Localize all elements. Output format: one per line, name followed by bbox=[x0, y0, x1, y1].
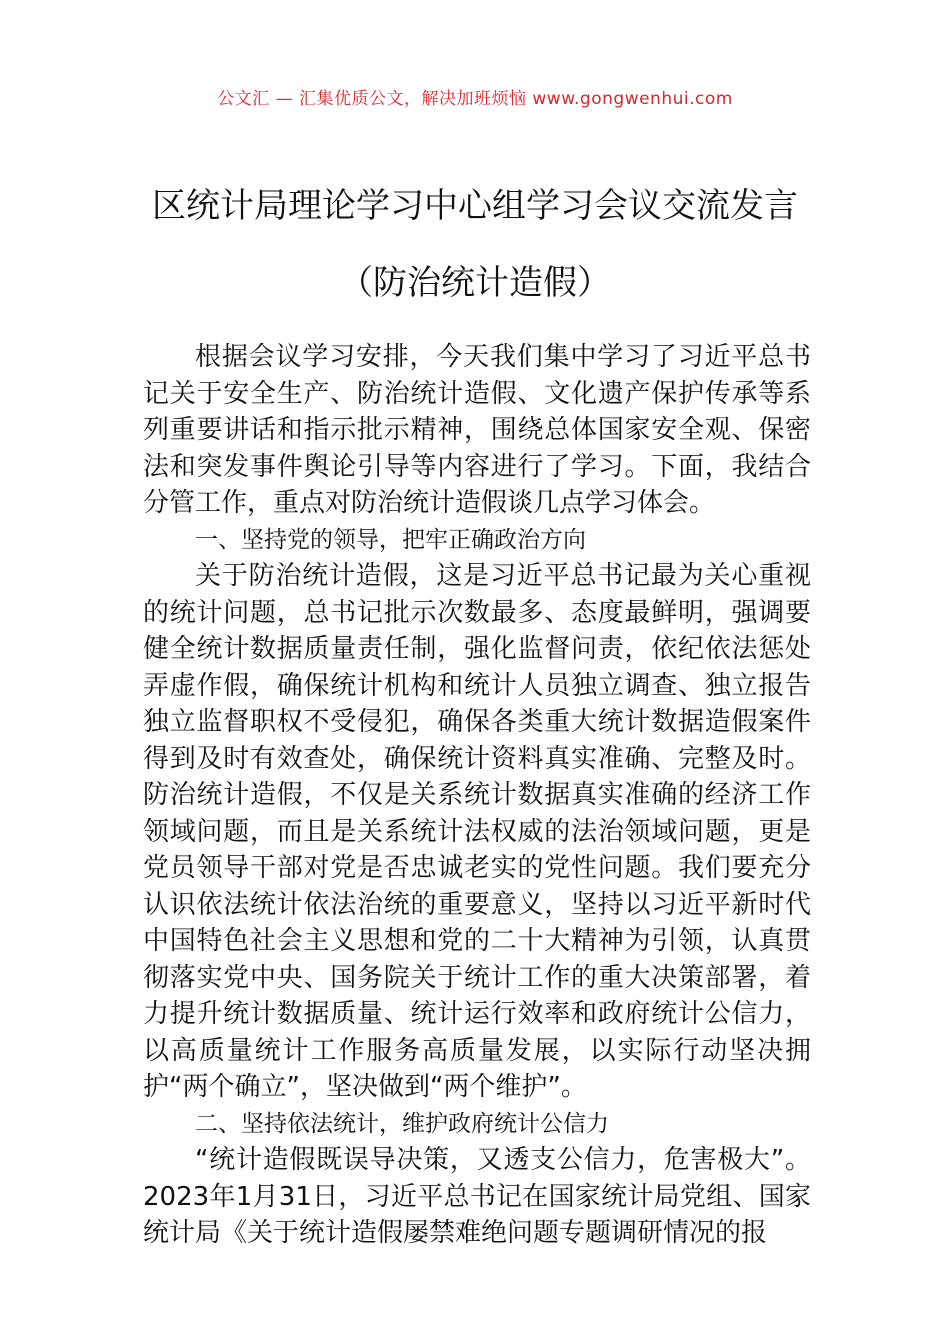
section-heading-1: 一、坚持党的领导，把牢正确政治方向 bbox=[195, 526, 586, 553]
section-2-paragraph: “统计造假既误导决策，又透支公信力，危害极大”。2023年1月31日，习近平总书记在国家统计局党组、国家统计局《关于统计造假屡禁难绝问题专题调研情况的报 bbox=[143, 1145, 811, 1248]
header-watermark[interactable]: 公文汇 — 汇集优质公文，解决加班烦恼 www.gongwenhui.com bbox=[217, 89, 733, 109]
document-body bbox=[143, 339, 811, 1252]
document-title: 区统计局理论学习中心组学习会议交流发言（防治统计造假） bbox=[152, 186, 798, 303]
intro-paragraph: 根据会议学习安排，今天我们集中学习了习近平总书记关于安全生产、防治统计造假、文化遗产保护传承等系列重要讲话和指示批示精神，围绕总体国家安全观、保密法和突发事件舆论引导等内容进行了学习。下面，我结合分管工作，重点对防治统计造假谈几点学习体会。 bbox=[143, 342, 811, 518]
section-heading-2: 二、坚持依法统计，维护政府统计公信力 bbox=[195, 1110, 609, 1137]
section-1-paragraph: 关于防治统计造假，这是习近平总书记最为关心重视的统计问题，总书记批示次数最多、态度最鲜明，强调要健全统计数据质量责任制，强化监督问责，依纪依法惩处弄虚作假，确保统计机构和统计人员独立调查、独立报告独立监督职权不受侵犯，确保各类重大统计数据造假案件得到及时有效查处，确保统计资料真实准确、完整及时。防治统计造假，不仅是关系统计数据真实准确的经济工作领域问题，而且是关系统计法权威的法治领域问题，更是党员领导干部对党是否忠诚老实的党性问题。我们要充分认识依法统计依法治统的重要意义，坚持以习近平新时代中国特色社会主义思想和党的二十大精神为引领，认真贯彻落实党中央、国务院关于统计工作的重大决策部署，着力提升统计数据质量、统计运行效率和政府统计公信力，以高质量统计工作服务高质量发展，以实际行动坚决拥护“两个确立”，坚决做到“两个维护”。 bbox=[143, 561, 811, 1102]
